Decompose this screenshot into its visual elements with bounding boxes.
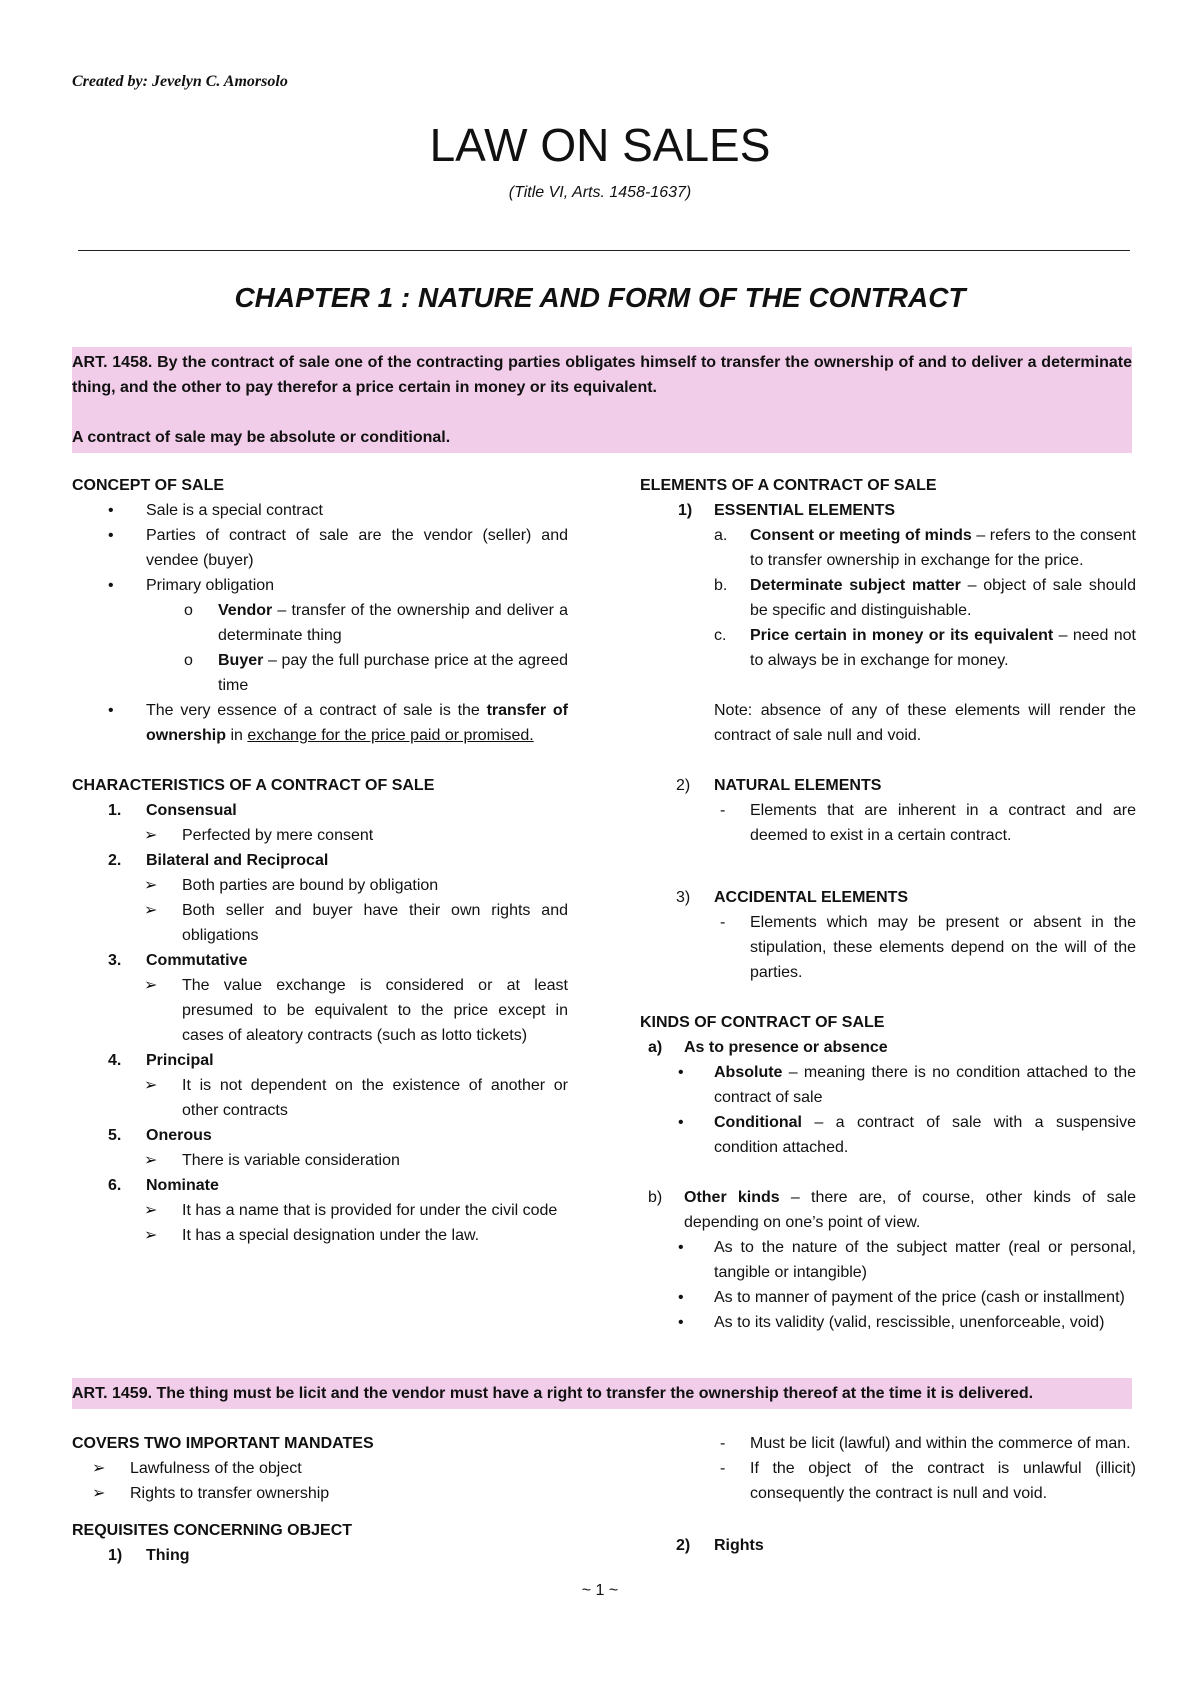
essential-b-text: – object of sale should be specific and distinguishable. <box>750 577 1136 619</box>
concept-bullet <box>72 523 568 573</box>
other-kind-item <box>640 1235 1136 1285</box>
arrow-bullet-icon: ➢ <box>144 1152 158 1169</box>
chapter-title: CHAPTER 1 : NATURE AND FORM OF THE CONTRACT <box>234 282 966 313</box>
characteristic-sub-text: Both seller and buyer have their own rights and obligations <box>182 902 568 944</box>
arrow-bullet-icon: ➢ <box>144 1077 158 1094</box>
right-dash-text-1: Must be licit (lawful) and within the commerce of man. <box>750 1435 1131 1452</box>
accidental-title: ACCIDENTAL ELEMENTS <box>714 889 909 906</box>
article-1458-text2: A contract of sale may be absolute or conditional. <box>72 429 451 446</box>
essential-c-term: Price certain in money or its equivalent <box>750 627 1054 644</box>
thing-num: 1) <box>108 1547 123 1564</box>
characteristic-name: Bilateral and Reciprocal <box>146 852 329 869</box>
dash-marker: - <box>720 1435 726 1452</box>
right-dash-item <box>640 1456 1136 1506</box>
characteristic-sub-text: Perfected by mere consent <box>182 827 374 844</box>
characteristic-num: 4. <box>108 1052 122 1069</box>
elements-heading: ELEMENTS OF A CONTRACT OF SALE <box>640 477 937 494</box>
article-1458-text <box>72 350 1132 400</box>
characteristic-num: 6. <box>108 1177 122 1194</box>
essence-text: The very essence of a contract of sale is the <box>146 702 487 719</box>
bullet-icon: • <box>678 1064 684 1081</box>
characteristic-sub-item <box>72 1148 568 1173</box>
essential-a-text: – refers to the consent to transfer ownership in exchange for the price. <box>750 527 1137 569</box>
characteristic-sub-text: It has a name that is provided for under the civil code <box>182 1202 558 1219</box>
essential-b-label: b. <box>714 577 728 594</box>
characteristic-item <box>72 1173 568 1198</box>
essence-mid: in <box>226 727 248 744</box>
bullet-icon: • <box>108 527 114 544</box>
characteristics-heading: CHARACTERISTICS OF A CONTRACT OF SALE <box>72 777 435 794</box>
article-1458-lead: ART. 1458. <box>72 354 153 371</box>
characteristic-sub-item <box>72 898 568 948</box>
essential-c-label: c. <box>714 627 727 644</box>
left-column <box>72 473 568 1248</box>
essence-underline: exchange for the price paid or promised. <box>247 727 534 744</box>
concept-bullet <box>72 698 568 748</box>
other-kinds-list <box>640 1235 1136 1335</box>
mandate-text: Lawfulness of the object <box>130 1460 302 1477</box>
conditional-term: Conditional <box>714 1114 802 1131</box>
article-1458-box <box>72 347 1132 453</box>
lower-left-column <box>72 1431 568 1568</box>
arrow-bullet-icon: ➢ <box>144 827 158 844</box>
accidental-elements-title <box>640 885 1136 910</box>
absolute-term: Absolute <box>714 1064 783 1081</box>
other-kind-text: As to manner of payment of the price (cash or installment) <box>714 1289 1125 1306</box>
concept-bullet-text: Sale is a special contract <box>146 502 323 519</box>
absolute-text: – meaning there is no condition attached to the contract of sale <box>714 1064 1136 1106</box>
characteristic-sub-item <box>72 873 568 898</box>
accidental-text: Elements which may be present or absent in the stipulation, these elements depend on the will of the parties. <box>750 914 1136 981</box>
natural-num: 2) <box>676 777 691 794</box>
essential-c-text: – need not to always be in exchange for money. <box>750 627 1137 669</box>
concept-bullet-text: Primary obligation <box>146 577 275 594</box>
kinds-heading: KINDS OF CONTRACT OF SALE <box>640 1014 885 1031</box>
mandate-text: Rights to transfer ownership <box>130 1485 330 1502</box>
characteristic-sub-item <box>72 1198 568 1223</box>
characteristic-sub-text: Both parties are bound by obligation <box>182 877 439 894</box>
characteristics-list <box>72 798 568 1248</box>
bullet-icon: • <box>108 577 114 594</box>
characteristic-item <box>72 1048 568 1073</box>
concept-bullet <box>72 498 568 523</box>
kinds-a-text: As to presence or absence <box>684 1039 888 1056</box>
characteristic-item <box>72 1123 568 1148</box>
characteristic-item <box>72 798 568 823</box>
other-kind-item <box>640 1310 1136 1335</box>
concept-sub-bullet <box>72 598 568 648</box>
characteristic-num: 1. <box>108 802 122 819</box>
kinds-a-label: a) <box>648 1039 663 1056</box>
bullet-icon: • <box>108 502 114 519</box>
characteristic-item <box>72 948 568 973</box>
characteristic-num: 2. <box>108 852 122 869</box>
mandate-item <box>72 1456 568 1481</box>
right-column <box>640 473 1136 1335</box>
accidental-item <box>640 910 1136 985</box>
essential-note: Note: absence of any of these elements will render the contract of sale null and void. <box>714 702 1136 744</box>
characteristic-sub-text: There is variable consideration <box>182 1152 400 1169</box>
characteristic-num: 3. <box>108 952 122 969</box>
characteristic-num: 5. <box>108 1127 122 1144</box>
essential-a-term: Consent or meeting of minds <box>750 527 972 544</box>
bullet-icon: • <box>678 1239 684 1256</box>
buyer-text: – pay the full purchase price at the agreed time <box>218 652 568 694</box>
characteristic-sub-text: It has a special designation under the law. <box>182 1227 480 1244</box>
document-title: LAW ON SALES <box>429 119 771 171</box>
bullet-icon: • <box>678 1314 684 1331</box>
characteristic-sub-item <box>72 973 568 1048</box>
natural-elements-title <box>640 773 1136 798</box>
bullet-icon: • <box>678 1289 684 1306</box>
buyer-term: Buyer <box>218 652 264 669</box>
conditional-text: – a contract of sale with a suspensive condition attached. <box>714 1114 1136 1156</box>
kinds-b-title <box>640 1185 1136 1235</box>
horizontal-rule <box>78 250 1130 251</box>
essential-num: 1) <box>678 502 693 519</box>
other-kind-text: As to the nature of the subject matter (real or personal, tangible or intangible) <box>714 1239 1136 1281</box>
kinds-a-item <box>640 1110 1136 1160</box>
kinds-a-title <box>640 1035 1136 1060</box>
article-1459-text: ART. 1459. The thing must be licit and the vendor must have a right to transfer the ownership thereof at the time it is delivered. <box>72 1385 1034 1402</box>
characteristic-sub-item <box>72 1073 568 1123</box>
characteristic-name: Commutative <box>146 952 248 969</box>
essential-elements-title <box>640 498 1136 523</box>
natural-title: NATURAL ELEMENTS <box>714 777 882 794</box>
right-dash-item <box>640 1431 1136 1456</box>
mandates-list <box>72 1456 568 1506</box>
created-by: Created by: Jevelyn C. Amorsolo <box>72 73 288 90</box>
mandates-heading: COVERS TWO IMPORTANT MANDATES <box>72 1435 374 1452</box>
kinds-b-label: b) <box>648 1189 663 1206</box>
requisite-thing <box>72 1543 568 1568</box>
requisite-rights <box>640 1533 1136 1558</box>
characteristic-name: Principal <box>146 1052 214 1069</box>
other-kinds-term: Other kinds <box>684 1189 780 1206</box>
dash-marker: - <box>720 1460 726 1477</box>
mandate-item <box>72 1481 568 1506</box>
circle-bullet-icon: o <box>184 602 193 619</box>
concept-bullet <box>72 573 568 598</box>
characteristic-sub-item <box>72 1223 568 1248</box>
right-dash-text-2: If the object of the contract is unlawful (illicit) consequently the contract is null and void. <box>750 1460 1136 1502</box>
arrow-bullet-icon: ➢ <box>92 1460 106 1477</box>
arrow-bullet-icon: ➢ <box>92 1485 106 1502</box>
circle-bullet-icon: o <box>184 652 193 669</box>
lower-right-column <box>640 1431 1136 1558</box>
characteristic-sub-text: It is not dependent on the existence of another or other contracts <box>182 1077 568 1119</box>
essential-title: ESSENTIAL ELEMENTS <box>714 502 896 519</box>
requisites-heading: REQUISITES CONCERNING OBJECT <box>72 1522 353 1539</box>
characteristic-name: Consensual <box>146 802 237 819</box>
other-kinds-text: – there are, of course, other kinds of sale depending on one’s point of view. <box>684 1189 1136 1231</box>
essential-item <box>640 623 1136 673</box>
article-1459-box <box>72 1378 1132 1409</box>
dash-marker: - <box>720 802 726 819</box>
dash-marker: - <box>720 914 726 931</box>
vendor-text: – transfer of the ownership and deliver a determinate thing <box>218 602 568 644</box>
rights-label: Rights <box>714 1537 764 1554</box>
arrow-bullet-icon: ➢ <box>144 1202 158 1219</box>
bullet-icon: • <box>108 702 114 719</box>
characteristic-sub-text: The value exchange is considered or at least presumed to be equivalent to the price except in cases of aleatory contracts (such as lotto tickets) <box>182 977 568 1044</box>
other-kind-item <box>640 1285 1136 1310</box>
arrow-bullet-icon: ➢ <box>144 877 158 894</box>
vendor-term: Vendor <box>218 602 273 619</box>
essential-b-term: Determinate subject matter <box>750 577 961 594</box>
concept-sub-bullet <box>72 648 568 698</box>
concept-bullet-text: Parties of contract of sale are the vendor (seller) and vendee (buyer) <box>146 527 568 569</box>
thing-label: Thing <box>146 1547 190 1564</box>
essence-bold: transfer of ownership <box>146 702 568 744</box>
accidental-num: 3) <box>676 889 691 906</box>
arrow-bullet-icon: ➢ <box>144 902 158 919</box>
rights-num: 2) <box>676 1537 691 1554</box>
essential-item <box>640 573 1136 623</box>
article-1458-body: By the contract of sale one of the contracting parties obligates himself to transfer the ownership of and to deliver a determinate thing, and the other to pay therefor a price certain in money or its equivalent. <box>72 354 1132 396</box>
essential-item <box>640 523 1136 573</box>
bullet-icon: • <box>678 1114 684 1131</box>
document-subtitle: (Title VI, Arts. 1458-1637) <box>508 184 692 201</box>
concept-heading: CONCEPT OF SALE <box>72 477 225 494</box>
page-number: ~ 1 ~ <box>581 1582 619 1599</box>
characteristic-name: Nominate <box>146 1177 219 1194</box>
characteristic-sub-item <box>72 823 568 848</box>
arrow-bullet-icon: ➢ <box>144 977 158 994</box>
kinds-a-item <box>640 1060 1136 1110</box>
essential-a-label: a. <box>714 527 728 544</box>
natural-text: Elements that are inherent in a contract and are deemed to exist in a certain contract. <box>750 802 1136 844</box>
arrow-bullet-icon: ➢ <box>144 1227 158 1244</box>
characteristic-name: Onerous <box>146 1127 212 1144</box>
other-kind-text: As to its validity (valid, rescissible, unenforceable, void) <box>714 1314 1105 1331</box>
natural-item <box>640 798 1136 848</box>
characteristic-item <box>72 848 568 873</box>
